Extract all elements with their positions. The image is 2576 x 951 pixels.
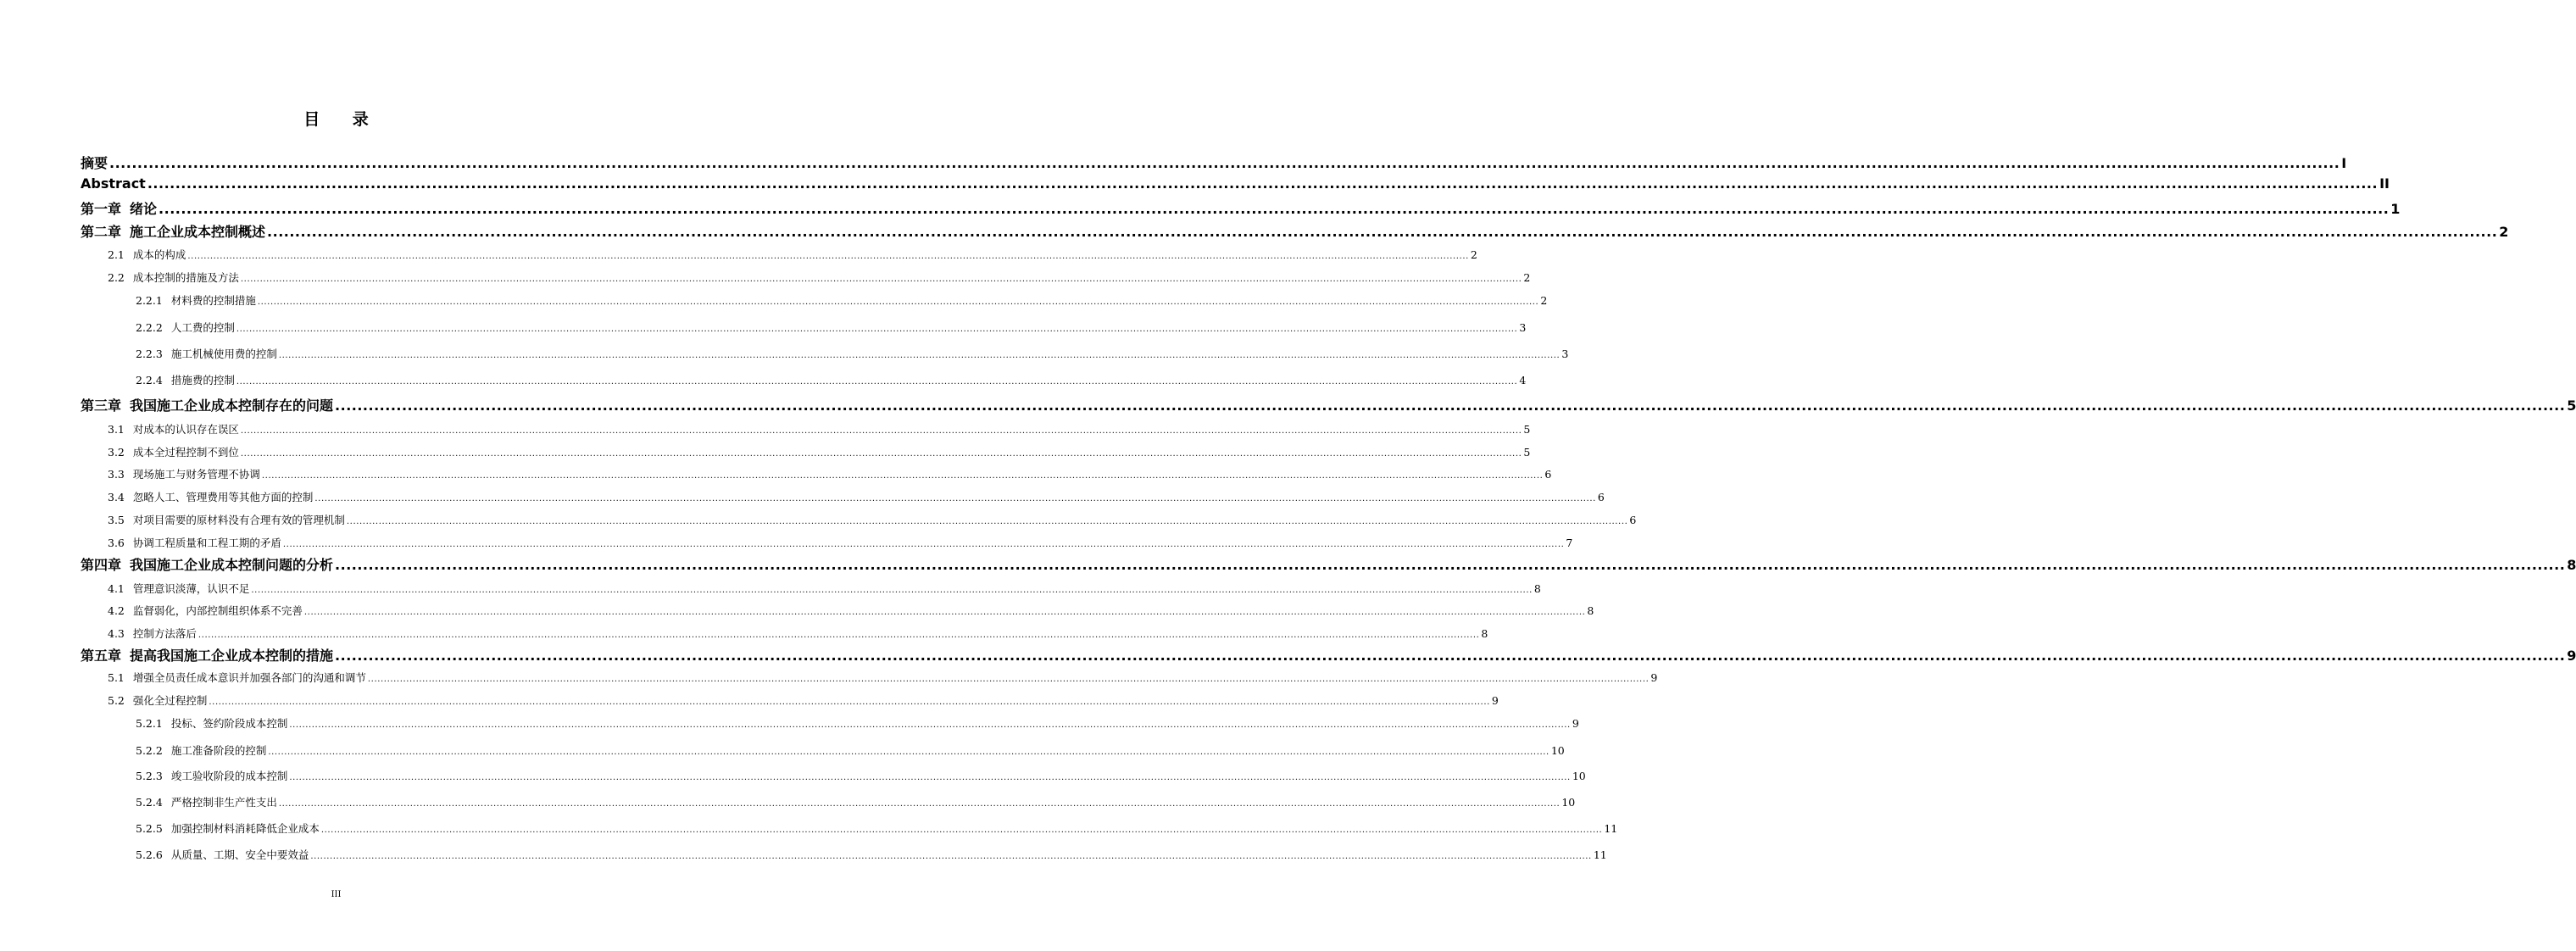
toc-entry[interactable]: [81, 554, 2576, 574]
toc-leader-dots: ................................................................................................................................................................................................................................................................................................................................................................................................................: [240, 449, 1522, 459]
toc-entry-label: [81, 175, 146, 192]
toc-entry-label: [81, 645, 333, 665]
toc-entry-text: 管理意识淡薄，认识不足: [132, 582, 250, 595]
toc-entry-label: [108, 421, 239, 437]
toc-leader-dots: ................................................................................................................................................................................................................................................................................................................................................................................................................: [147, 175, 2378, 192]
toc-entry-page: 5: [1523, 423, 1531, 436]
toc-leader-dots: ................................................................................................................................................................................................................................................................................................................................................................................................................: [335, 557, 2566, 573]
toc-entry-text: 成本的构成: [132, 248, 186, 261]
toc-leader-dots: ................................................................................................................................................................................................................................................................................................................................................................................................................: [240, 426, 1522, 436]
toc-entry-label: [108, 581, 249, 596]
toc-entry-text: 从质量、工期、安全中要效益: [170, 848, 309, 861]
toc-entry-label: [81, 153, 108, 172]
toc-entry-page: I: [2341, 155, 2347, 171]
toc-entry-number: 2.2.3: [136, 348, 163, 360]
toc-entry[interactable]: [81, 198, 2401, 218]
toc-leader-dots: ................................................................................................................................................................................................................................................................................................................................................................................................................: [367, 675, 1650, 684]
toc-entry-page: 5: [2567, 398, 2576, 414]
toc-entry-number: 第一章: [81, 201, 122, 217]
toc-entry-text: 协调工程质量和工程工期的矛盾: [132, 537, 281, 549]
toc-leader-dots: ................................................................................................................................................................................................................................................................................................................................................................................................................: [335, 398, 2566, 414]
toc-entry-label: [81, 554, 333, 574]
toc-entry-text: 控制方法落后: [132, 627, 197, 640]
toc-entry-page: 8: [1533, 582, 1541, 595]
toc-entry-page: II: [2379, 175, 2390, 192]
toc-leader-dots: ................................................................................................................................................................................................................................................................................................................................................................................................................: [159, 201, 2390, 217]
toc-leader-dots: ................................................................................................................................................................................................................................................................................................................................................................................................................: [109, 155, 2340, 171]
toc-entry[interactable]: [108, 489, 1605, 504]
toc-entry-page: 3: [1561, 348, 1569, 360]
toc-entry-number: 第四章: [81, 557, 122, 573]
toc-leader-dots: ................................................................................................................................................................................................................................................................................................................................................................................................................: [267, 224, 2498, 240]
toc-entry-text: 现场施工与财务管理不协调: [132, 468, 260, 481]
toc-entry-label: [81, 198, 157, 218]
toc-entry-text: 施工企业成本控制概述: [130, 224, 266, 240]
toc-entry[interactable]: [108, 270, 1531, 285]
toc-entry[interactable]: [108, 466, 1552, 481]
toc-entry[interactable]: [108, 512, 1637, 527]
toc-entry[interactable]: [136, 742, 1565, 758]
toc-entry[interactable]: [108, 670, 1658, 685]
toc-entry[interactable]: [136, 320, 1527, 335]
toc-leader-dots: ................................................................................................................................................................................................................................................................................................................................................................................................................: [268, 748, 1549, 757]
toc-entry-label: [136, 320, 235, 335]
toc-entry-page: 2: [2499, 224, 2509, 240]
toc-entry-number: 2.1: [108, 248, 125, 261]
toc-leader-dots: ................................................................................................................................................................................................................................................................................................................................................................................................................: [278, 799, 1561, 809]
toc-entry-label: [108, 670, 366, 685]
toc-entry[interactable]: [108, 626, 1488, 641]
toc-entry-label: [136, 742, 266, 758]
toc-entry-label: [108, 603, 303, 618]
toc-entry-number: 3.6: [108, 537, 125, 549]
toc-entry-number: 2.2.1: [136, 294, 163, 307]
toc-entry-number: 5.2.3: [136, 770, 163, 782]
toc-entry-page: 6: [1629, 514, 1637, 526]
toc-entry-page: 1: [2390, 201, 2401, 217]
toc-entry-number: 3.4: [108, 491, 125, 503]
toc-leader-dots: ................................................................................................................................................................................................................................................................................................................................................................................................................: [335, 648, 2566, 664]
toc-entry-text: 成本控制的措施及方法: [132, 271, 239, 284]
toc-entry-page: 3: [1519, 321, 1527, 334]
toc-entry-page: 10: [1572, 770, 1586, 782]
toc-entry-number: 4.3: [108, 627, 125, 640]
toc-entry-text: 材料费的控制措施: [170, 294, 256, 307]
toc-entry-page: 9: [2567, 648, 2576, 664]
toc-entry-text: 强化全过程控制: [132, 694, 208, 707]
toc-leader-dots: ................................................................................................................................................................................................................................................................................................................................................................................................................: [198, 631, 1480, 640]
toc-entry[interactable]: [108, 692, 1499, 708]
toc-entry-page: 8: [1481, 627, 1488, 640]
toc-entry-page: 9: [1650, 671, 1658, 684]
toc-entry-page: 4: [1519, 374, 1527, 387]
toc-entry-number: 5.2.1: [136, 717, 163, 730]
toc-entry-label: [136, 847, 309, 862]
toc-entry-text: 加强控制材料消耗降低企业成本: [170, 822, 320, 835]
toc-entry-page: 10: [1550, 744, 1565, 757]
toc-entry-number: 3.3: [108, 468, 125, 481]
toc-entry[interactable]: [136, 847, 1607, 862]
toc-entry[interactable]: [136, 794, 1576, 809]
toc-entry-text: 竣工验收阶段的成本控制: [170, 770, 288, 782]
toc-entry-number: 5.2: [108, 694, 125, 707]
toc-entry-label: [136, 820, 320, 836]
toc-entry-text: 施工机械使用费的控制: [170, 348, 277, 360]
toc-entry-label: [108, 535, 281, 550]
toc-entry-text: 我国施工企业成本控制存在的问题: [130, 398, 334, 414]
toc-entry-text: 严格控制非生产性支出: [170, 796, 277, 809]
toc-entry-text: 对项目需要的原材料没有合理有效的管理机制: [132, 514, 345, 526]
toc-entry-number: 5.2.2: [136, 744, 163, 757]
toc-entry-page: 11: [1604, 822, 1618, 835]
toc-entry-page: 9: [1572, 717, 1579, 730]
toc-leader-dots: ................................................................................................................................................................................................................................................................................................................................................................................................................: [236, 325, 1518, 334]
toc-entry-text: 忽略人工、管理费用等其他方面的控制: [132, 491, 314, 503]
toc-entry-label: [108, 247, 186, 262]
toc-entry-label: [136, 715, 287, 731]
toc-entry-page: 8: [1587, 604, 1594, 617]
toc-entry[interactable]: [136, 346, 1569, 361]
toc-entry[interactable]: [108, 535, 1573, 550]
toc-entry-number: 2.2.2: [136, 321, 163, 334]
toc-entry-label: [136, 372, 235, 387]
toc-entry-number: 4.2: [108, 604, 125, 617]
toc-leader-dots: ................................................................................................................................................................................................................................................................................................................................................................................................................: [289, 773, 1571, 782]
toc-entry-page: 2: [1470, 248, 1477, 261]
toc-entry-label: [108, 270, 239, 285]
toc-entry-page: 8: [2567, 557, 2576, 573]
toc-entry-page: 11: [1593, 848, 1607, 861]
toc-entry-page: 9: [1491, 694, 1499, 707]
toc-entry-number: 4.1: [108, 582, 125, 595]
toc-entry-label: [108, 466, 260, 481]
toc-entry-number: 2.2: [108, 271, 125, 284]
toc-entry[interactable]: [136, 768, 1586, 783]
toc-entry[interactable]: [108, 444, 1531, 459]
toc-leader-dots: ................................................................................................................................................................................................................................................................................................................................................................................................................: [278, 351, 1561, 360]
toc-entry-number: 5.2.5: [136, 822, 163, 835]
toc-entry[interactable]: [81, 395, 2576, 414]
toc-leader-dots: ................................................................................................................................................................................................................................................................................................................................................................................................................: [282, 540, 1565, 549]
toc-entry-label: [136, 346, 277, 361]
toc-title: 目 录: [303, 110, 382, 129]
toc-entry-label: [108, 512, 345, 527]
toc-entry-text: 对成本的认识存在误区: [132, 423, 239, 436]
toc-leader-dots: ................................................................................................................................................................................................................................................................................................................................................................................................................: [261, 471, 1544, 481]
toc-entry[interactable]: [136, 715, 1579, 731]
toc-entry[interactable]: [136, 372, 1527, 387]
toc-entry-number: 3.1: [108, 423, 125, 436]
toc-entry[interactable]: [136, 292, 1548, 308]
toc-leader-dots: ................................................................................................................................................................................................................................................................................................................................................................................................................: [209, 698, 1490, 707]
toc-entry-label: [108, 626, 197, 641]
toc-leader-dots: ................................................................................................................................................................................................................................................................................................................................................................................................................: [187, 252, 1469, 261]
toc-entry-number: 5.2.6: [136, 848, 163, 861]
toc-entry-text: Abstract: [81, 175, 146, 192]
toc-entry-text: 增强全员责任成本意识并加强各部门的沟通和调节: [132, 671, 366, 684]
toc-entry-label: [108, 692, 207, 708]
toc-leader-dots: ................................................................................................................................................................................................................................................................................................................................................................................................................: [303, 608, 1586, 617]
toc-entry-text: 投标、签约阶段成本控制: [170, 717, 288, 730]
toc-entry-text: 绪论: [130, 201, 158, 217]
toc-entry-text: 施工准备阶段的控制: [170, 744, 267, 757]
toc-entry-label: [136, 768, 287, 783]
toc-leader-dots: ................................................................................................................................................................................................................................................................................................................................................................................................................: [310, 852, 1592, 861]
toc-entry[interactable]: [108, 581, 1541, 596]
toc-leader-dots: ................................................................................................................................................................................................................................................................................................................................................................................................................: [314, 494, 1596, 503]
toc-entry-number: 2.2.4: [136, 374, 163, 387]
toc-entry-page: 5: [1523, 446, 1531, 459]
toc-leader-dots: ................................................................................................................................................................................................................................................................................................................................................................................................................: [236, 377, 1518, 387]
toc-leader-dots: ................................................................................................................................................................................................................................................................................................................................................................................................................: [289, 720, 1571, 730]
toc-leader-dots: ................................................................................................................................................................................................................................................................................................................................................................................................................: [240, 275, 1522, 284]
toc-entry[interactable]: [136, 820, 1618, 836]
toc-entry[interactable]: [81, 645, 2576, 665]
page-number: III: [331, 890, 342, 899]
toc-entry-number: 5.2.4: [136, 796, 163, 809]
toc-entry[interactable]: [81, 175, 2390, 192]
toc-entry-text: 监督弱化，内部控制组织体系不完善: [132, 604, 303, 617]
toc-entry-label: [108, 444, 239, 459]
toc-entry-label: [108, 489, 313, 504]
toc-entry-label: [81, 221, 265, 241]
toc-entry-number: 第三章: [81, 398, 122, 414]
toc-entry-page: 2: [1540, 294, 1548, 307]
toc-entry-text: 成本全过程控制不到位: [132, 446, 239, 459]
toc-entry-text: 人工费的控制: [170, 321, 235, 334]
toc-entry-text: 摘要: [81, 155, 108, 171]
toc-entry-label: [136, 794, 277, 809]
toc-entry-number: 3.5: [108, 514, 125, 526]
toc-leader-dots: ................................................................................................................................................................................................................................................................................................................................................................................................................: [251, 586, 1533, 595]
toc-entry-number: 第二章: [81, 224, 122, 240]
toc-entry-page: 2: [1523, 271, 1531, 284]
toc-leader-dots: ................................................................................................................................................................................................................................................................................................................................................................................................................: [320, 826, 1603, 835]
toc-entry-number: 第五章: [81, 648, 122, 664]
toc-entry[interactable]: [108, 247, 1477, 262]
toc-entry-label: [81, 395, 333, 414]
toc-entry-page: 10: [1561, 796, 1576, 809]
toc-entry-text: 措施费的控制: [170, 374, 235, 387]
toc-leader-dots: ................................................................................................................................................................................................................................................................................................................................................................................................................: [346, 517, 1628, 526]
toc-entry-number: 5.1: [108, 671, 125, 684]
toc-entry-text: 提高我国施工企业成本控制的措施: [130, 648, 334, 664]
toc-entry[interactable]: [108, 421, 1531, 437]
toc-entry[interactable]: [108, 603, 1594, 618]
toc-entry[interactable]: [81, 221, 2509, 241]
toc-entry-page: 7: [1566, 537, 1573, 549]
toc-entry-page: 6: [1544, 468, 1552, 481]
toc-leader-dots: ................................................................................................................................................................................................................................................................................................................................................................................................................: [257, 298, 1539, 307]
toc-entry-number: 3.2: [108, 446, 125, 459]
toc-entry-page: 6: [1597, 491, 1605, 503]
toc-entry-text: 我国施工企业成本控制问题的分析: [130, 557, 334, 573]
toc-entry[interactable]: [81, 153, 2347, 172]
toc-entry-label: [136, 292, 256, 308]
